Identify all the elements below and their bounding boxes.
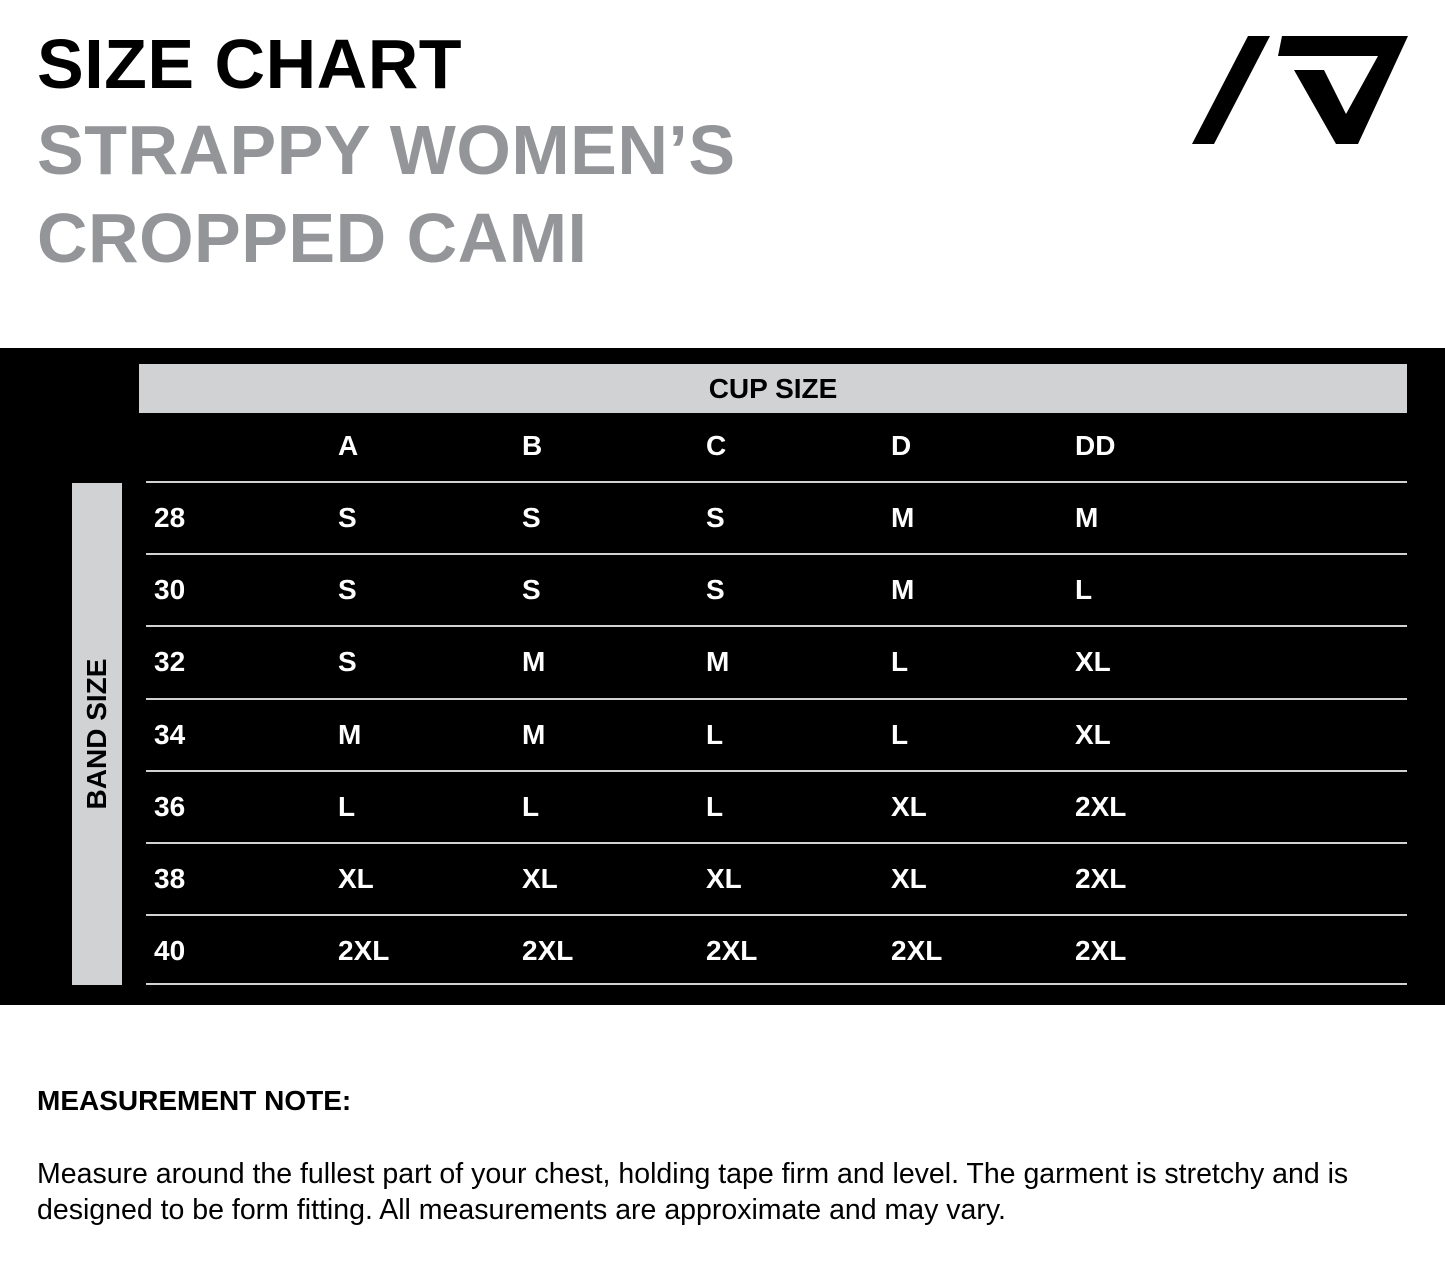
size-cell-30-a: S bbox=[338, 574, 357, 606]
size-cell-34-c: L bbox=[706, 718, 724, 750]
size-cell-40-d: 2XL bbox=[891, 935, 943, 967]
size-cell-36-a: L bbox=[338, 790, 356, 822]
size-cell-40-b: 2XL bbox=[522, 935, 574, 967]
cup-col-d: D bbox=[891, 430, 912, 461]
product-name-line-2: CROPPED CAMI bbox=[37, 199, 588, 277]
size-cell-28-dd: M bbox=[1075, 502, 1099, 533]
size-cell-34-a: M bbox=[338, 718, 362, 750]
brand-logo-icon bbox=[1190, 34, 1410, 146]
band-size-28: 28 bbox=[154, 502, 186, 533]
size-cell-32-b: M bbox=[522, 646, 546, 678]
band-size-32: 32 bbox=[154, 646, 186, 678]
measurement-note-title: MEASUREMENT NOTE: bbox=[37, 1085, 352, 1116]
cup-size-header: CUP SIZE bbox=[139, 364, 1407, 413]
row-divider bbox=[146, 553, 1407, 555]
cup-col-c: C bbox=[706, 430, 727, 461]
size-cell-38-d: XL bbox=[891, 863, 927, 894]
measurement-note-body: Measure around the fullest part of your chest, holding tape firm and level. The garment is stretchy and is designed to be form fitting. All measurements are approximate and may vary. bbox=[37, 1158, 1349, 1226]
row-divider bbox=[146, 698, 1407, 700]
size-cell-32-d: L bbox=[891, 646, 909, 678]
cup-col-a: A bbox=[338, 430, 359, 461]
row-divider bbox=[146, 770, 1407, 772]
size-cell-32-a: S bbox=[338, 646, 357, 678]
cup-col-dd: DD bbox=[1075, 430, 1116, 461]
size-cell-40-c: 2XL bbox=[706, 935, 758, 967]
band-size-36: 36 bbox=[154, 790, 186, 822]
size-cell-38-dd: 2XL bbox=[1075, 863, 1127, 894]
size-cell-28-d: M bbox=[891, 502, 915, 533]
size-cell-30-d: M bbox=[891, 574, 915, 606]
size-cell-36-c: L bbox=[706, 790, 724, 822]
size-cell-30-c: S bbox=[706, 574, 725, 606]
cup-col-b: B bbox=[522, 430, 543, 461]
row-divider bbox=[146, 842, 1407, 844]
size-cell-36-b: L bbox=[522, 790, 540, 822]
size-cell-40-a: 2XL bbox=[338, 935, 390, 967]
size-cell-38-a: XL bbox=[338, 863, 374, 894]
band-size-header bbox=[72, 483, 122, 985]
size-cell-28-c: S bbox=[706, 502, 725, 533]
size-cell-30-b: S bbox=[522, 574, 541, 606]
size-cell-38-b: XL bbox=[522, 863, 558, 894]
page-title: SIZE CHART bbox=[37, 25, 462, 103]
band-size-label: BAND SIZE bbox=[81, 658, 112, 810]
size-cell-32-dd: XL bbox=[1075, 646, 1111, 678]
size-cell-36-dd: 2XL bbox=[1075, 790, 1127, 822]
size-cell-34-dd: XL bbox=[1075, 718, 1111, 750]
band-size-30: 30 bbox=[154, 574, 186, 606]
band-size-34: 34 bbox=[154, 718, 186, 750]
size-cell-40-dd: 2XL bbox=[1075, 935, 1127, 967]
size-cell-30-dd: L bbox=[1075, 574, 1093, 606]
band-size-40: 40 bbox=[154, 935, 186, 967]
size-cell-32-c: M bbox=[706, 646, 730, 678]
band-size-38: 38 bbox=[154, 863, 186, 894]
product-name-line-1: STRAPPY WOMEN’S bbox=[37, 111, 736, 189]
size-cell-36-d: XL bbox=[891, 790, 927, 822]
size-cell-34-b: M bbox=[522, 718, 546, 750]
title-block bbox=[37, 22, 736, 282]
size-cell-34-d: L bbox=[891, 718, 909, 750]
size-cell-38-c: XL bbox=[706, 863, 742, 894]
size-cell-28-a: S bbox=[338, 502, 357, 533]
row-divider bbox=[146, 481, 1407, 483]
row-divider bbox=[146, 914, 1407, 916]
row-divider bbox=[146, 983, 1407, 985]
size-cell-28-b: S bbox=[522, 502, 541, 533]
size-chart-panel bbox=[0, 348, 1445, 1005]
row-divider bbox=[146, 625, 1407, 627]
